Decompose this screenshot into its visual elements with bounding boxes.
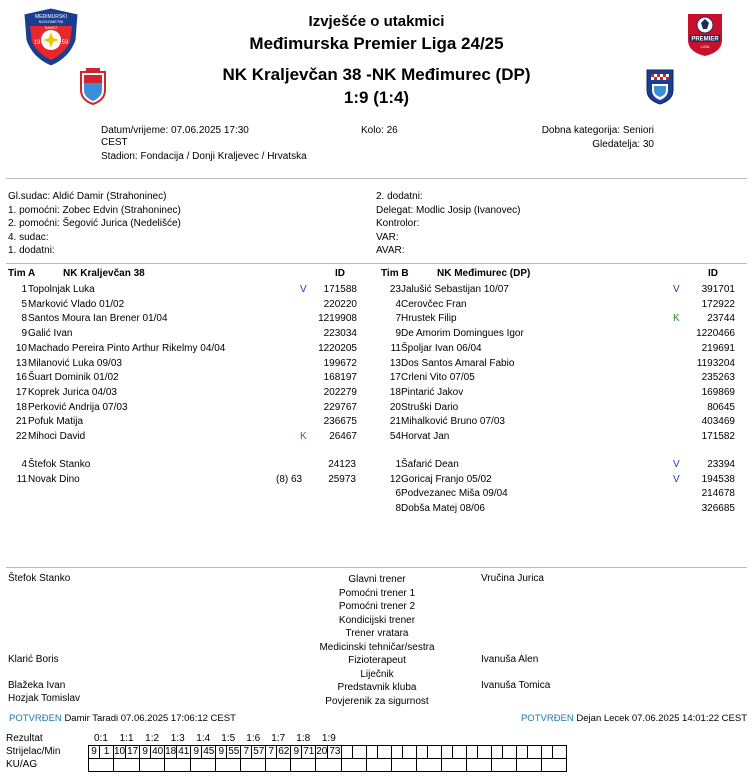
divider-staff [6,567,747,568]
confirmation-right-tag: POTVRĐEN [520,713,574,724]
role-head-coach: Glavni trener [348,574,406,585]
team-b-sub-row [373,474,753,488]
association-logo-year-left: 19 [33,40,41,46]
scorer-minute-cell: 73 [329,746,341,757]
results-label: Rezultat [6,733,43,745]
match-round: Kolo: 26 [361,125,398,136]
scorer-minute-cell: 62 [278,746,290,757]
kuag-cell [467,759,492,772]
player-number: 10 [15,342,27,354]
scorer-number-cell [392,746,403,759]
kuag-cell [165,759,191,772]
role-security-officer: Povjerenik za sigurnost [325,695,429,707]
player-id: 214678 [701,488,735,499]
player-name: Dos Santos Amaral Fabio [401,357,515,369]
player-name: Marković Vlado 01/02 [28,298,125,310]
scorer-minute-cell: 41 [178,746,190,757]
confirmation-left-tag: POTVRĐEN [9,713,62,724]
player-number: 20 [389,401,401,413]
role-medical-technician: Medicinski tehničar/sestra [319,641,435,653]
official-additional-1: 1. dodatni: [8,245,55,256]
player-name: Santos Moura Ian Brener 01/04 [28,313,168,325]
result-score-cell: 1:6 [246,733,261,744]
scorer-minute-cell [428,746,442,759]
official-assistant-2: 2. pomoćni: Šegović Jurica (Nedelišće) [8,218,181,229]
player-name: Podvezanec Miša 09/04 [401,488,508,499]
player-number: 21 [15,416,27,428]
player-id: 171588 [323,284,357,295]
official-assistant-1: 1. pomoćni: Zobec Edvin (Strahoninec) [8,204,181,216]
home-team-name: NK Kraljevčan 38 [222,65,362,84]
player-name: Milanović Luka 09/03 [28,357,122,369]
team-a-sub-row [0,474,370,488]
player-number: 11 [390,342,401,354]
away-team-name: NK Međimurec (DP) [371,65,531,84]
premier-logo-text: PREMIER [691,36,719,43]
player-id: 236675 [323,416,357,428]
official-additional-2: 2. dodatni: [376,191,423,202]
scorer-number-cell [342,746,353,759]
player-id: 26467 [329,431,357,442]
scorer-number-cell: 9 [140,746,151,759]
result-score-cell [392,733,417,746]
staff-a-physio: Klarić Boris [8,654,59,665]
player-number: 13 [15,357,27,369]
player-number: 8 [395,502,401,514]
player-name: Jalušić Sebastijan 10/07 [401,284,509,295]
player-name: De Amorim Domingues Igor [401,328,524,340]
staff-b-representative: Ivanuša Tomica [481,680,551,691]
player-flag: V [673,459,680,470]
team-b-player-row [373,284,753,298]
player-number: 12 [389,473,401,485]
kuag-cell [517,759,542,772]
result-score-cell: 1:5 [221,733,236,744]
result-score-cell: 1:3 [170,733,185,744]
association-logo-text-mid: NOGOMETNI [38,19,64,24]
official-controller: Kontrolor: [376,218,420,229]
role-assistant-coach-2: Pomoćni trener 2 [338,601,416,612]
player-number: 54 [389,431,401,442]
divider-top [6,178,747,179]
player-flag: V [300,284,307,295]
player-id: 25973 [328,473,356,485]
team-b-player-row [373,372,753,386]
scorer-number-cell [492,746,503,759]
scorer-minute-cell: 40 [152,746,164,757]
player-name: Galić Ivan [28,328,73,340]
player-flag: V [673,284,680,295]
kuag-cell [392,759,417,772]
player-number: 6 [395,488,401,499]
match-datetime: Datum/vrijeme: 07.06.2025 17:30 [101,125,249,136]
kuag-cell [216,759,241,772]
staff-a-coach: Štefok Stanko [8,573,71,584]
team-b-player-row [373,416,753,430]
team-b-player-row [373,431,753,445]
confirmation-left-text: Damir Taradi 07.06.2025 17:06:12 CEST [64,713,236,724]
player-name: Goricaj Franjo 05/02 [401,473,492,485]
scorer-number-cell [467,746,478,759]
player-name: Dobša Matej 08/06 [401,502,485,514]
official-main-referee: Gl.sudac: Aldić Damir (Strahoninec) [8,191,167,202]
player-name: Mihalković Bruno 07/03 [401,416,505,428]
match-score: 1:9 (1:4) [343,88,410,107]
scorer-minute-cell: 1 [100,746,114,759]
result-score-cell [342,733,367,746]
result-score-cell [442,733,467,746]
player-name: Novak Dino [28,473,80,485]
result-score-cell [467,733,492,746]
role-doctor: Liječnik [360,668,394,680]
team-a-player-row [0,402,370,416]
premier-logo-sub: LIGA [700,44,710,49]
scorer-minute-cell: 45 [203,746,215,757]
results-row-scorer [6,746,567,759]
team-separator: - [366,65,372,84]
player-number: 1 [395,459,401,470]
scorer-minute-cell [353,746,367,759]
team-a-id-header: ID [335,268,345,279]
team-b-player-row [373,358,753,372]
role-assistant-coach-1: Pomoćni trener 1 [338,587,416,599]
player-id: 24123 [328,459,356,470]
team-a-label: Tim A [8,268,36,279]
player-name: Koprek Jurica 04/03 [28,386,117,398]
staff-a-representative: Blažeka Ivan [8,680,66,691]
scorer-minute-cell [478,746,492,759]
player-number: 23 [389,284,401,295]
team-b-label: Tim B [381,268,409,279]
association-logo-year-right: 59 [61,40,69,46]
kuag-cell [367,759,392,772]
scorer-number-cell: 10 [114,746,126,757]
kuag-cell [442,759,467,772]
player-number: 17 [15,386,27,398]
scorer-number-cell: 9 [89,746,100,759]
kuag-cell [291,759,316,772]
role-goalkeeper-coach: Trener vratara [345,628,409,639]
kuag-cell [492,759,517,772]
player-number: 8 [21,313,27,325]
officials-left [8,190,181,258]
staff-b-coach: Vručina Jurica [481,573,544,584]
result-score-cell: 1:8 [296,733,311,744]
kuag-cell [342,759,367,772]
team-a-player-row [0,431,370,445]
player-name: Struški Dario [401,401,459,413]
player-id: 220220 [323,298,357,310]
team-a-player-row [0,387,370,401]
team-a-header [8,268,348,279]
team-b-player-row [373,402,753,416]
kuag-cell [241,759,266,772]
scorer-label: Strijelac/Min [6,746,61,757]
kuag-cell [191,759,216,772]
scorer-minute-cell: 57 [253,746,265,757]
player-id: 223034 [323,328,357,340]
kuag-cell [114,759,140,772]
player-name: Mihoci David [28,431,86,442]
player-id: 199672 [323,357,357,369]
player-number: 13 [389,357,401,369]
result-score-cell [542,733,567,746]
kuag-cell [542,759,567,772]
role-club-representative: Predstavnik kluba [337,682,417,693]
result-score-cell: 1:9 [321,733,336,744]
player-number: 1 [21,284,27,295]
player-number: 18 [389,386,401,398]
team-a-player-row [0,299,370,313]
team-a-sub-row [0,459,370,473]
scorer-minute-cell: 55 [228,746,240,757]
team-b-player-row [373,328,753,342]
player-number: 9 [395,328,401,340]
player-number: 9 [21,328,27,340]
result-score-cell [492,733,517,746]
kuag-cell [89,759,114,772]
role-fitness-coach: Kondicijski trener [338,614,416,626]
league-title: Međimurska Premier Liga 24/25 [249,34,504,53]
player-name: Topolnjak Luka [28,284,95,295]
staff-b-physio: Ivanuša Alen [481,654,539,665]
result-score-cell: 1:7 [271,733,286,744]
officials-right [376,190,521,258]
staff-roles [277,573,477,708]
player-id: 169869 [701,386,735,398]
player-name: Šuart Dominik 01/02 [28,372,119,384]
kuag-cell [417,759,442,772]
player-id: 1220205 [318,342,357,354]
team-b-sub-row [373,488,753,502]
player-flag: K [300,431,307,442]
scorer-minute-cell: 71 [303,746,315,757]
association-logo-text-top: MEĐIMURSKI [35,14,67,20]
scorer-number-cell [367,746,378,759]
result-score-cell: 0:1 [94,733,108,744]
scorer-minute-cell [503,746,517,759]
scorer-number-cell: 20 [316,746,328,757]
kuag-label: KU/AG [6,759,38,770]
player-number: 16 [15,372,27,384]
association-logo-text-bot: SAVEZ [44,25,58,30]
player-id: 235263 [701,372,735,384]
team-a-player-row [0,343,370,357]
team-b-id-header: ID [708,268,718,279]
player-id: 23744 [707,313,735,325]
scorer-minute-cell [528,746,542,759]
team-b-sub-row [373,459,753,473]
results-row-score [6,733,567,746]
player-name: Crleni Vito 07/05 [401,372,475,384]
staff-a-security: Hozjak Tomislav [8,693,81,704]
scorer-number-cell: 9 [216,746,227,759]
official-var: VAR: [376,231,399,243]
player-name: Cerovčec Fran [401,298,467,310]
player-id: 326685 [701,502,735,514]
kuag-cell [316,759,342,772]
report-title: Izvješće o utakmici [308,13,445,30]
player-id: 1220466 [696,328,735,340]
match-title [0,65,753,85]
match-category: Dobna kategorija: Seniori [541,125,654,136]
team-b-name: NK Međimurec (DP) [437,268,531,279]
scorer-number-cell [517,746,528,759]
player-id: 1219908 [318,313,357,325]
result-score-cell: 1:1 [119,733,134,744]
results-table [6,733,567,772]
player-number: 18 [15,401,27,413]
team-a-player-row [0,416,370,430]
player-name: Machado Pereira Pinto Arthur Rikelmy 04/04 [28,342,226,354]
player-id: 171582 [701,431,735,442]
team-b-header [381,268,721,279]
scorer-minute-cell [378,746,392,759]
player-number: 17 [389,372,401,384]
match-attendance: Gledatelja: 30 [592,139,654,150]
result-score-cell [417,733,442,746]
player-flag: K [673,313,680,325]
player-name: Špoljar Ivan 06/04 [401,342,482,354]
scorer-minute-cell [453,746,467,759]
official-avar: AVAR: [376,245,405,256]
player-number: 11 [16,473,27,485]
result-score-cell: 1:4 [196,733,211,744]
player-number: 4 [21,459,27,470]
scorer-number-cell [542,746,553,759]
scorer-number-cell: 7 [241,746,252,759]
player-id: 168197 [323,372,357,384]
player-number: 7 [395,313,401,325]
player-number: 4 [395,298,401,310]
official-delegate: Delegat: Modlic Josip (Ivanovec) [376,204,521,216]
kuag-cell [140,759,165,772]
result-score-cell [367,733,392,746]
team-b-sub-row [373,503,753,517]
player-name: Pintarić Jakov [401,386,464,398]
results-row-kuag [6,759,567,772]
scorer-number-cell [442,746,453,759]
player-name: Šafarić Dean [401,459,459,470]
scorer-number-cell: 9 [291,746,302,759]
role-physiotherapist: Fizioterapeut [348,655,406,666]
result-score-cell [517,733,542,746]
team-a-player-row [0,313,370,327]
player-flag: V [673,473,680,485]
team-a-name: NK Kraljevčan 38 [63,268,145,279]
player-id: 23394 [707,459,735,470]
confirmation-right [521,713,747,724]
player-id: 219691 [701,342,735,354]
player-name: Štefok Stanko [28,459,91,470]
match-stadium: Stadion: Fondacija / Donji Kraljevec / Hrvatska [101,151,307,162]
team-a-player-row [0,328,370,342]
match-timezone: CEST [101,137,128,148]
player-id: 403469 [701,416,735,428]
confirmation-right-text: Dejan Lecek 07.06.2025 14:01:22 CEST [576,713,747,724]
team-b-player-row [373,299,753,313]
player-id: 194538 [701,473,735,485]
player-id: 172922 [701,298,735,310]
player-name: Horvat Jan [401,431,450,442]
player-id: 391701 [701,284,735,295]
player-id: 229767 [323,401,357,413]
result-score-cell: 1:2 [145,733,160,744]
player-id: 80645 [707,401,735,413]
player-id: 1193204 [696,357,735,369]
player-name: Hrustek Filip [401,313,457,325]
team-a-player-row [0,284,370,298]
player-id: 202279 [323,386,357,398]
team-a-player-row [0,372,370,386]
kuag-cell [266,759,291,772]
scorer-minute-cell [403,746,417,759]
scorer-minute-cell: 17 [127,746,139,757]
divider-officials [6,263,747,264]
scorer-minute-cell [553,746,567,759]
official-fourth: 4. sudac: [8,231,49,243]
team-b-player-row [373,387,753,401]
player-number: 5 [21,298,27,310]
scorer-number-cell [417,746,428,759]
player-name: Perković Andrija 07/03 [28,401,128,413]
scorer-number-cell: 7 [266,746,277,759]
scorer-number-cell: 9 [191,746,202,759]
substitution-info: (8) 63 [276,473,303,485]
confirmation-left [9,713,236,724]
player-number: 21 [389,416,401,428]
scorer-number-cell: 18 [165,746,177,757]
player-name: Pofuk Matija [28,416,84,428]
player-number: 22 [15,431,27,442]
team-b-player-row [373,343,753,357]
team-b-player-row [373,313,753,327]
team-a-player-row [0,358,370,372]
